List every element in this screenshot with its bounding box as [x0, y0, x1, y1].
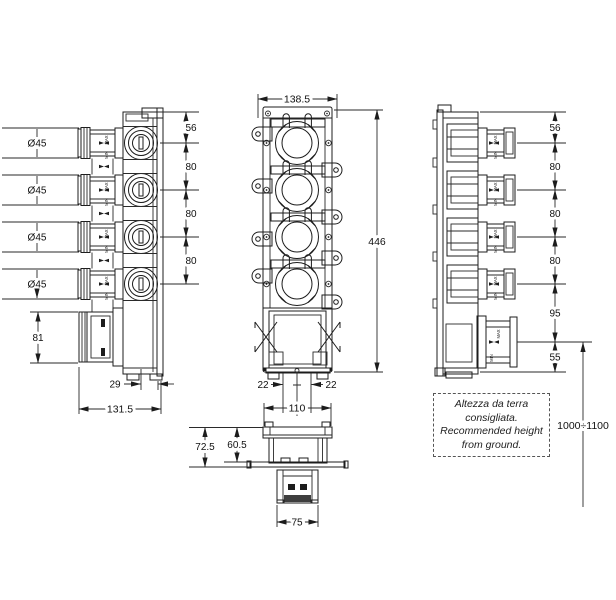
dim-port-spacing-r2: 80: [549, 209, 561, 220]
note-line-1: Altezza da terra: [454, 398, 529, 410]
dim-port-spacing-1: 80: [185, 162, 197, 173]
note-line-2: consigliata.: [465, 411, 518, 424]
dim-72-label: 72.5: [195, 442, 215, 453]
dim-port-spacing-r1: 80: [549, 162, 561, 173]
dim-port-spacing-2: 80: [185, 209, 197, 220]
note-box: [433, 393, 550, 457]
dim-diameter-4: Ø45: [27, 279, 47, 291]
dim-81-label: 81: [32, 333, 44, 344]
left-side-view: [78, 108, 163, 380]
dim-outlet-offset: [109, 369, 174, 391]
dim-top-offset: 56: [185, 123, 197, 134]
dim-port-spacing-3: 80: [185, 256, 197, 267]
dim-port-diameters: [2, 128, 79, 299]
right-side-view: [433, 105, 566, 378]
dim-height-from-ground: [557, 343, 609, 508]
dim-outlet-spacing-r: 95: [549, 308, 561, 320]
dim-diameter-1: Ø45: [27, 138, 47, 150]
dim-chain-right: [549, 112, 561, 372]
note-line-4: from ground.: [461, 438, 522, 451]
dim-131-label: 131.5: [106, 403, 134, 416]
dim-bottom-box-height: [30, 312, 78, 363]
dim-top-offset-r: 56: [549, 123, 561, 134]
plan-view: [247, 422, 348, 503]
dim-75-label: 75: [291, 517, 303, 529]
dim-29-label: 29: [109, 379, 121, 391]
left-view-dimensions: [2, 112, 199, 416]
technical-drawing: MIN MIN Ø45 Ø45 Ø45 Ø45 56 80 80 80 81 29 131.5 138.5 446 22 22 110 72.5 60.5 75 MAX MIN 56 80 80 80 95 55 1000÷1100: [0, 0, 616, 600]
dim-depth-total: [189, 428, 263, 468]
dim-port-spacing-r3: 80: [549, 256, 561, 267]
dim-diameter-2: Ø45: [27, 185, 47, 197]
dim-diameter-3: Ø45: [27, 232, 47, 244]
dim-width: [258, 94, 337, 119]
dim-446-label: 446: [368, 236, 386, 248]
dim-22-right-label: 22: [325, 380, 337, 391]
dim-60-label: 60.5: [227, 440, 247, 451]
dim-outlet-width: [277, 505, 318, 529]
note-line-3: Recommended height: [440, 425, 543, 437]
dim-total-height: [334, 110, 386, 372]
dim-depth-box: [224, 428, 267, 463]
max-marking: MAX: [496, 329, 501, 339]
dim-bottom-offset-r: 55: [549, 352, 561, 364]
plan-view-dimensions: [189, 403, 331, 529]
dim-110-label: 110: [288, 402, 306, 415]
dim-1000-1100-label: 1000÷1100: [557, 420, 609, 432]
dim-22-left-label: 22: [257, 380, 269, 391]
front-view: [252, 107, 342, 379]
min-marking: MIN: [489, 354, 494, 362]
dim-138-label: 138.5: [283, 93, 311, 106]
dim-plan-width: [264, 403, 331, 427]
